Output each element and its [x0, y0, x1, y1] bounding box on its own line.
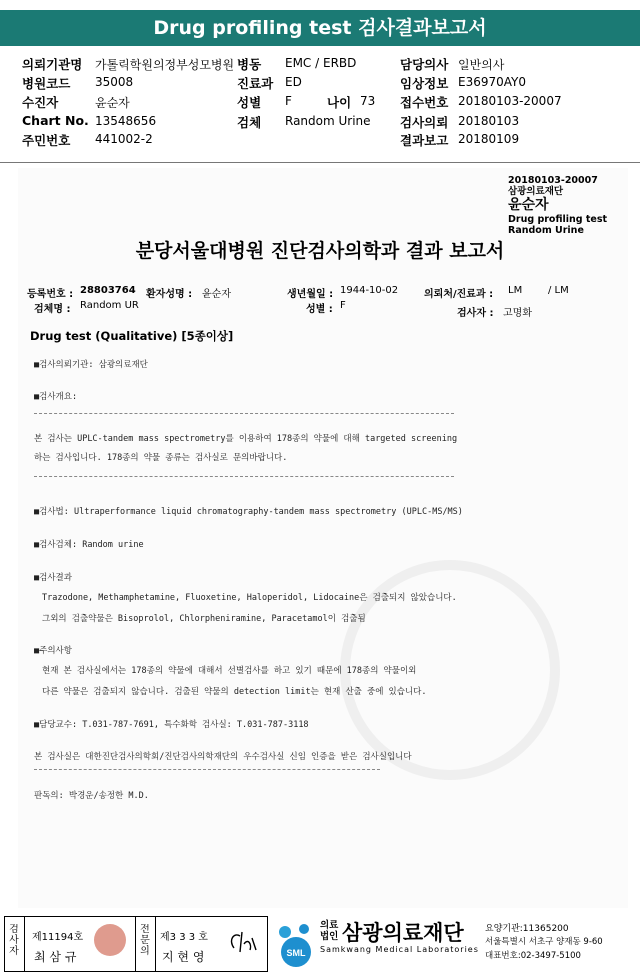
org-english: Samkwang Medical Laboratories	[320, 945, 479, 954]
reg-no-label: 등록번호 :	[27, 289, 74, 300]
overview-line-1: 본 검사는 UPLC-tandem mass spectrometry를 이용하여 178종의 약물에 대해 targeted screening	[34, 434, 458, 444]
divider-line	[34, 769, 380, 770]
chart-no-label: Chart No.	[22, 113, 89, 128]
receipt-no-value: 20180103-20007	[458, 94, 562, 108]
stamp-specimen: Random Urine	[508, 225, 584, 236]
reg-no-value: 28803764	[80, 285, 136, 296]
org-name: 삼광의료재단	[342, 921, 464, 945]
receipt-no-label: 접수번호	[400, 95, 449, 110]
doc-dept-label: 의뢰처/진료과 :	[424, 289, 494, 300]
doc-specimen-label: 검체명 :	[34, 304, 71, 315]
overview-line-2: 하는 검사입니다. 178종의 약물 종류는 검사실로 문의바랍니다.	[34, 453, 288, 463]
clinical-info-value: E36970AY0	[458, 75, 526, 89]
resident-no-label: 주민번호	[22, 133, 71, 148]
report-footer	[0, 912, 640, 980]
doc-sex-label: 성별 :	[306, 304, 333, 315]
dob-label: 생년월일 :	[287, 289, 334, 300]
hospital-code-label: 병원코드	[22, 76, 71, 91]
examiner-no: 제11194호	[32, 932, 84, 943]
contact-line: ■담당교수: T.031-787-7691, 특수화학 검사실: T.031-787-3118	[34, 720, 309, 730]
patient-label: 수진자	[22, 95, 59, 110]
doc-specimen-value: Random UR	[80, 300, 139, 311]
agency-line: ■검사의뢰기관: 삼광의료재단	[34, 360, 148, 370]
doc-patient-value: 윤순자	[202, 289, 231, 300]
sex-label: 성별	[237, 95, 262, 110]
age-value: 73	[360, 94, 376, 108]
reader-line: 판독의: 박경운/송정한 M.D.	[34, 791, 149, 801]
age-label: 나이	[327, 95, 352, 110]
specialist-name: 지 현 영	[162, 950, 205, 964]
department-label: 진료과	[237, 76, 274, 91]
doctor-label: 담당의사	[400, 57, 449, 72]
request-date-label: 검사의뢰	[400, 115, 449, 130]
divider-line	[24, 916, 25, 972]
request-date-value: 20180103	[458, 114, 520, 128]
hospital-code-value: 35008	[95, 75, 134, 89]
doc-dept-value: LM	[508, 285, 523, 296]
ward-label: 병동	[237, 57, 262, 72]
stamp-org: 삼광의료재단	[508, 186, 564, 197]
phone: 대표번호:02-3497-5100	[485, 951, 581, 961]
doc-dept2-value: / LM	[548, 285, 569, 296]
result-line-1: Trazodone, Methamphetamine, Fluoxetine, Haloperidol, Lidocaine은 검출되지 않았습니다.	[42, 593, 457, 603]
ward-value: EMC / ERBD	[285, 56, 357, 70]
doc-patient-label: 환자성명 :	[146, 289, 193, 300]
tester-label: 검사자 :	[457, 308, 494, 319]
sex-value: F	[285, 94, 292, 108]
certification-line: 본 검사실은 대한진단검사의학회/진단검사의학재단의 우수검사실 신임 인증을 받은 검사실입니다	[34, 752, 412, 762]
caution-heading: ■주의사항	[34, 646, 72, 656]
institution-value: 가톨릭학원의정부성모병원	[95, 58, 235, 72]
report-date-label: 결과보고	[400, 133, 449, 148]
address: 서울특별시 서초구 양재동 9-60	[485, 937, 603, 947]
chart-no-value: 13548656	[95, 114, 157, 128]
specimen-line: ■검사검체: Random urine	[34, 540, 144, 550]
stamp-patient: 윤순자	[508, 197, 549, 213]
divider-line	[155, 916, 156, 972]
department-value: ED	[285, 75, 302, 89]
specialist-signature	[224, 928, 260, 956]
care-no: 요양기관:11365200	[485, 924, 569, 934]
method-line: ■검사법: Ultraperformance liquid chromatography-tandem mass spectrometry (UPLC-MS/MS)	[34, 507, 463, 517]
clinical-info-label: 임상정보	[400, 76, 449, 91]
specialist-label: 전문의	[140, 924, 150, 957]
report-title: 분당서울대병원 진단검사의학과 결과 보고서	[135, 240, 505, 262]
test-heading: Drug test (Qualitative) [5종이상]	[30, 329, 234, 343]
sml-logo-icon	[274, 920, 318, 968]
org-prefix: 의료법인	[320, 920, 339, 942]
divider-line	[135, 916, 136, 972]
logo-text: SML	[286, 948, 306, 958]
result-heading: ■검사결과	[34, 573, 72, 583]
report-banner: Drug profiling test 검사결과보고서	[0, 10, 640, 46]
resident-no-value: 441002-2	[95, 132, 153, 146]
examiner-seal	[94, 924, 126, 956]
specialist-no: 제3 3 3 호	[160, 932, 208, 943]
dob-value: 1944-10-02	[340, 285, 399, 296]
stamp-test: Drug profiling test	[508, 214, 608, 225]
doc-sex-value: F	[340, 300, 346, 311]
info-divider	[0, 162, 640, 163]
caution-line-1: 현재 본 검사실에서는 178종의 약물에 대해서 선별검사를 하고 있기 때문에 178종의 약물이외	[42, 666, 417, 676]
tester-value: 고명화	[503, 308, 532, 319]
overview-heading: ■검사개요:	[34, 392, 78, 402]
divider-line	[34, 413, 454, 414]
divider-line	[34, 476, 454, 477]
examiner-label: 검사자	[9, 924, 19, 957]
doctor-value: 일반의사	[458, 58, 505, 72]
result-line-2: 그외의 검출약물은 Bisoprolol, Chlorpheniramine, Paracetamol이 검출됨	[42, 614, 366, 624]
specimen-value: Random Urine	[285, 114, 371, 128]
institution-label: 의뢰기관명	[22, 57, 83, 72]
specimen-label: 검체	[237, 115, 262, 130]
patient-value: 윤순자	[95, 96, 130, 110]
examiner-name: 최 삼 규	[34, 950, 77, 964]
caution-line-2: 다른 약물은 검출되지 않습니다. 검출된 약물의 detection limit는 현재 산출 중에 있습니다.	[42, 687, 427, 697]
stamp-receipt-no: 20180103-20007	[508, 175, 598, 186]
report-date-value: 20180109	[458, 132, 520, 146]
specimen-stamp	[508, 175, 607, 236]
